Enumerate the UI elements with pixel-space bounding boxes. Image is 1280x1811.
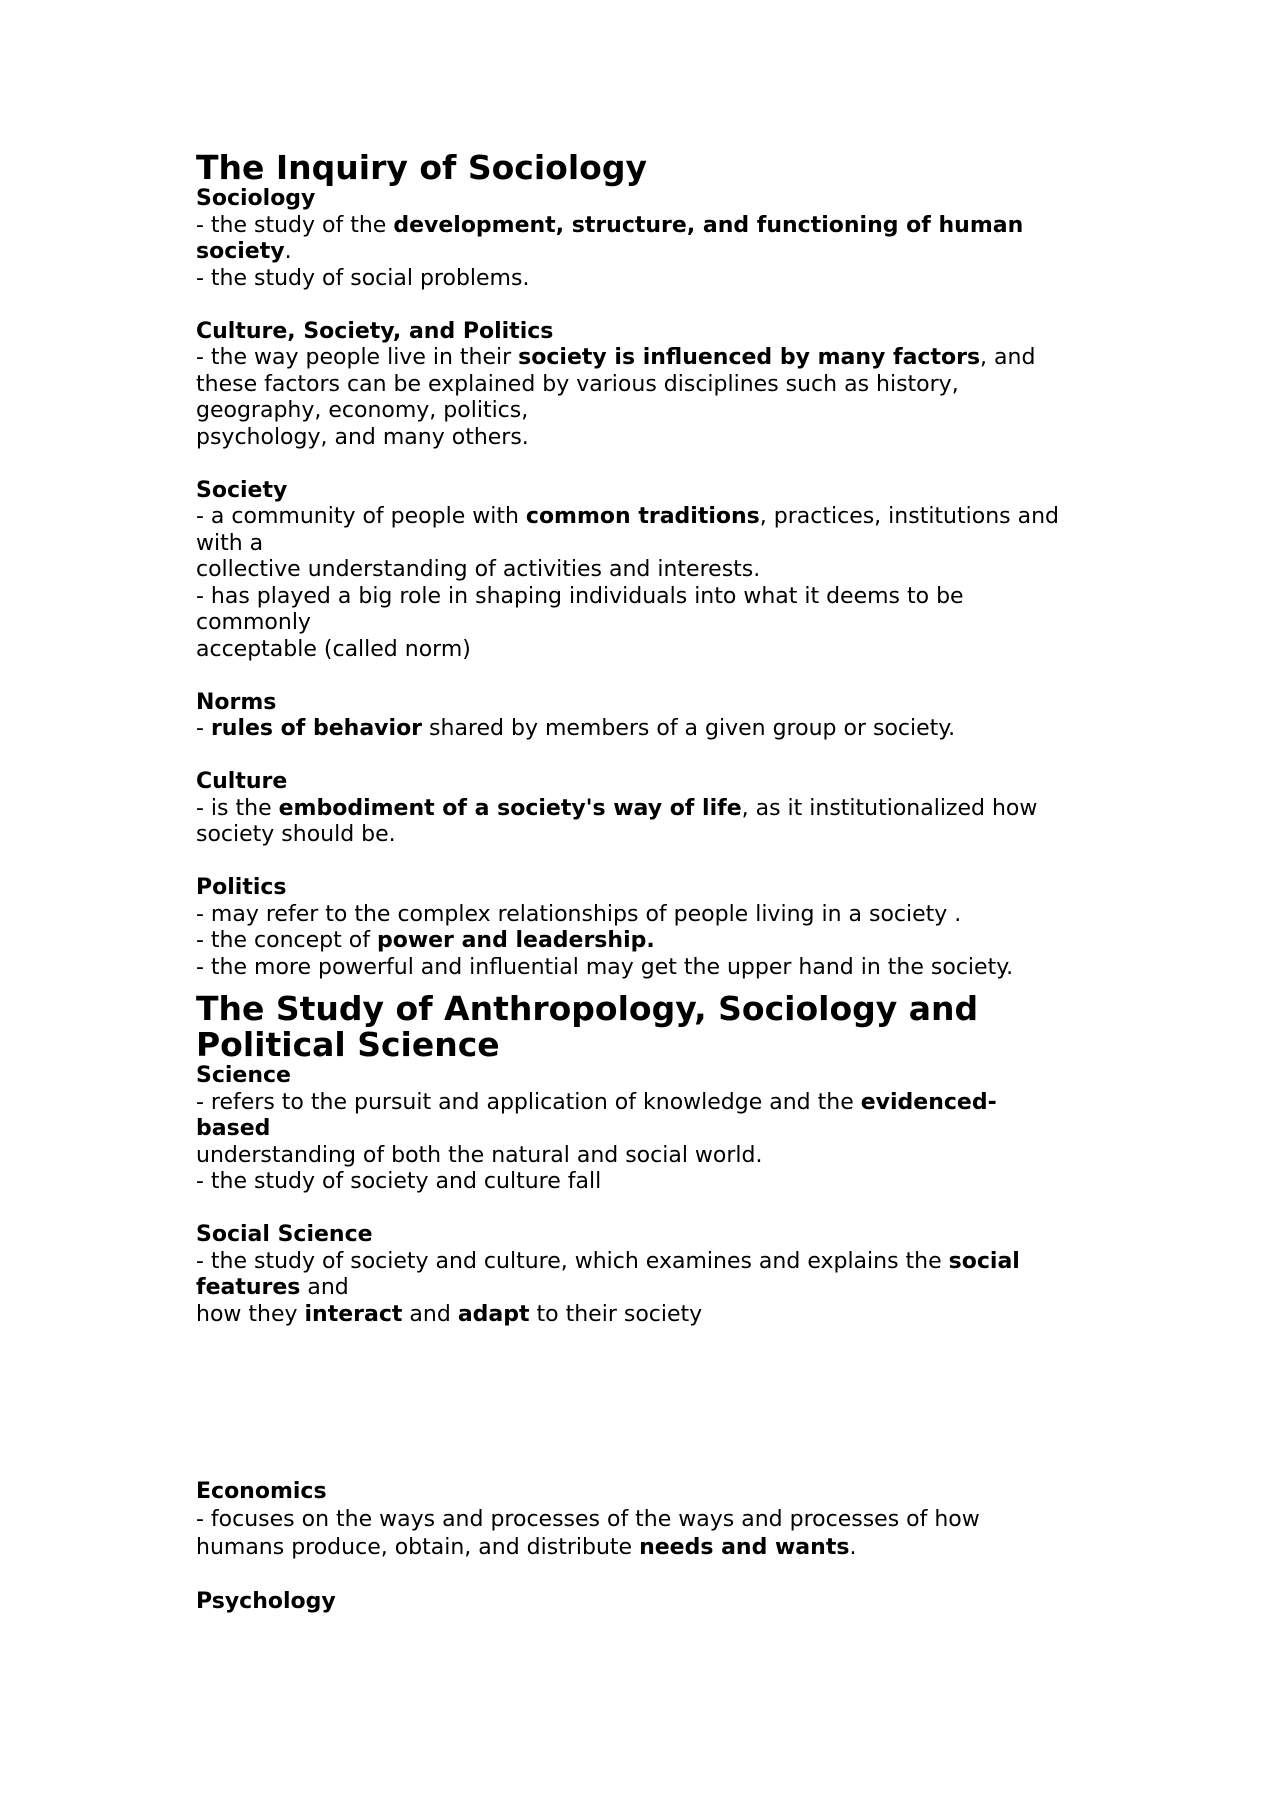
definition-line: these factors can be explained by various disciplines such as history, (196, 371, 959, 397)
document-page (196, 150, 1096, 1615)
section-science (196, 1063, 1096, 1222)
definition-line (196, 504, 1096, 531)
bold-run: society is influenced by many factors (518, 345, 981, 370)
text-run: - (196, 716, 211, 741)
section-economics (196, 1478, 1096, 1589)
definition-line (196, 213, 1096, 240)
definition-line: understanding of both the natural and social world. (196, 1142, 763, 1168)
term-culture: Culture (196, 769, 288, 794)
definition-line (196, 928, 1096, 955)
text-run: - a community of people with (196, 504, 526, 529)
section-culture (196, 769, 1096, 875)
bold-run: features (196, 1275, 301, 1300)
definition-line: based (196, 1116, 271, 1141)
text-run: and (402, 1301, 458, 1327)
term-sociology: Sociology (196, 186, 316, 211)
bold-run: rules of behavior (210, 716, 423, 741)
text-run: - the way people live in their (196, 345, 519, 370)
definition-line (196, 345, 1096, 372)
text-run: , and (980, 345, 1036, 370)
definition-line: - the study of social problems. (196, 265, 530, 291)
definition-line (196, 1090, 1096, 1117)
term-society: Society (196, 477, 288, 503)
section-social-science (196, 1222, 1096, 1328)
definition-line (196, 1302, 1096, 1329)
section-society (196, 478, 1096, 690)
definition-line: - focuses on the ways and processes of the ways and processes of how (196, 1507, 980, 1532)
definition-line: - has played a big role in shaping individuals into what it deems to be (196, 583, 964, 609)
bold-run: adapt (457, 1301, 530, 1327)
text-run: , as it institutionalized how (741, 795, 1038, 821)
definition-line: - the more powerful and influential may get the upper hand in the society. (196, 954, 1014, 980)
term-social-science: Social Science (196, 1222, 373, 1247)
definition-line (196, 1275, 1096, 1302)
text-run: - refers to the pursuit and application of knowledge and the (196, 1089, 861, 1115)
bold-run: society (196, 239, 285, 264)
text-run: humans produce, obtain, and distribute (196, 1535, 640, 1560)
definition-line: collective understanding of activities and interests. (196, 557, 761, 582)
text-run: - the study of society and culture, which examines and explains the (196, 1248, 949, 1274)
definition-line: - may refer to the complex relationships of people living in a society . (196, 901, 962, 927)
definition-line: with a (196, 530, 264, 556)
definition-line: psychology, and many others. (196, 424, 529, 450)
text-run: - the study of the (196, 212, 394, 238)
text-run: to their society (529, 1301, 703, 1327)
heading-line: The Study of Anthropology, Sociology and (196, 989, 979, 1028)
definition-line: acceptable (called norm) (196, 636, 471, 662)
text-run: - is the (196, 795, 279, 821)
section-norms (196, 690, 1096, 770)
section-sociology (196, 186, 1096, 319)
term-economics: Economics (196, 1479, 327, 1504)
definition-line (196, 716, 1096, 743)
term-science: Science (196, 1063, 291, 1088)
heading-study-of-anthropology (196, 991, 1096, 1063)
definition-line (196, 796, 1096, 823)
definition-line: society should be. (196, 822, 396, 847)
text-run: - the concept of (196, 928, 377, 953)
text-run: , practices, institutions and (759, 504, 1059, 529)
definition-line: - the study of society and culture fall (196, 1169, 602, 1194)
bold-run: social (948, 1248, 1020, 1274)
section-culture-society-politics (196, 319, 1096, 478)
heading-inquiry-of-sociology: The Inquiry of Sociology (196, 148, 647, 187)
definition-line (196, 1534, 1096, 1562)
term-norms: Norms (196, 689, 277, 715)
definition-line (196, 239, 1096, 266)
definition-line: geography, economy, politics, (196, 398, 529, 423)
text-run: shared by members of a given group or society. (422, 716, 956, 741)
text-run: . (284, 239, 292, 264)
bold-run: interact (304, 1301, 403, 1327)
bold-run: common traditions (525, 504, 760, 529)
text-run: . (849, 1535, 857, 1560)
bold-run: needs and wants (639, 1535, 850, 1560)
term-culture-society-politics: Culture, Society, and Politics (196, 318, 554, 344)
bold-run: evidenced- (860, 1089, 997, 1115)
definition-line (196, 1249, 1096, 1276)
definition-line: commonly (196, 610, 311, 635)
bold-run: embodiment of a society's way of life (278, 795, 742, 821)
term-politics: Politics (196, 875, 287, 900)
section-politics (196, 875, 1096, 981)
term-psychology: Psychology (196, 1588, 336, 1614)
text-run: how they (196, 1301, 305, 1327)
section-psychology (196, 1589, 1096, 1616)
text-run: and (300, 1275, 349, 1300)
heading-line: Political Science (196, 1025, 500, 1064)
bold-run: power and leadership. (376, 928, 655, 953)
bold-run: development, structure, and functioning of human (393, 212, 1024, 238)
